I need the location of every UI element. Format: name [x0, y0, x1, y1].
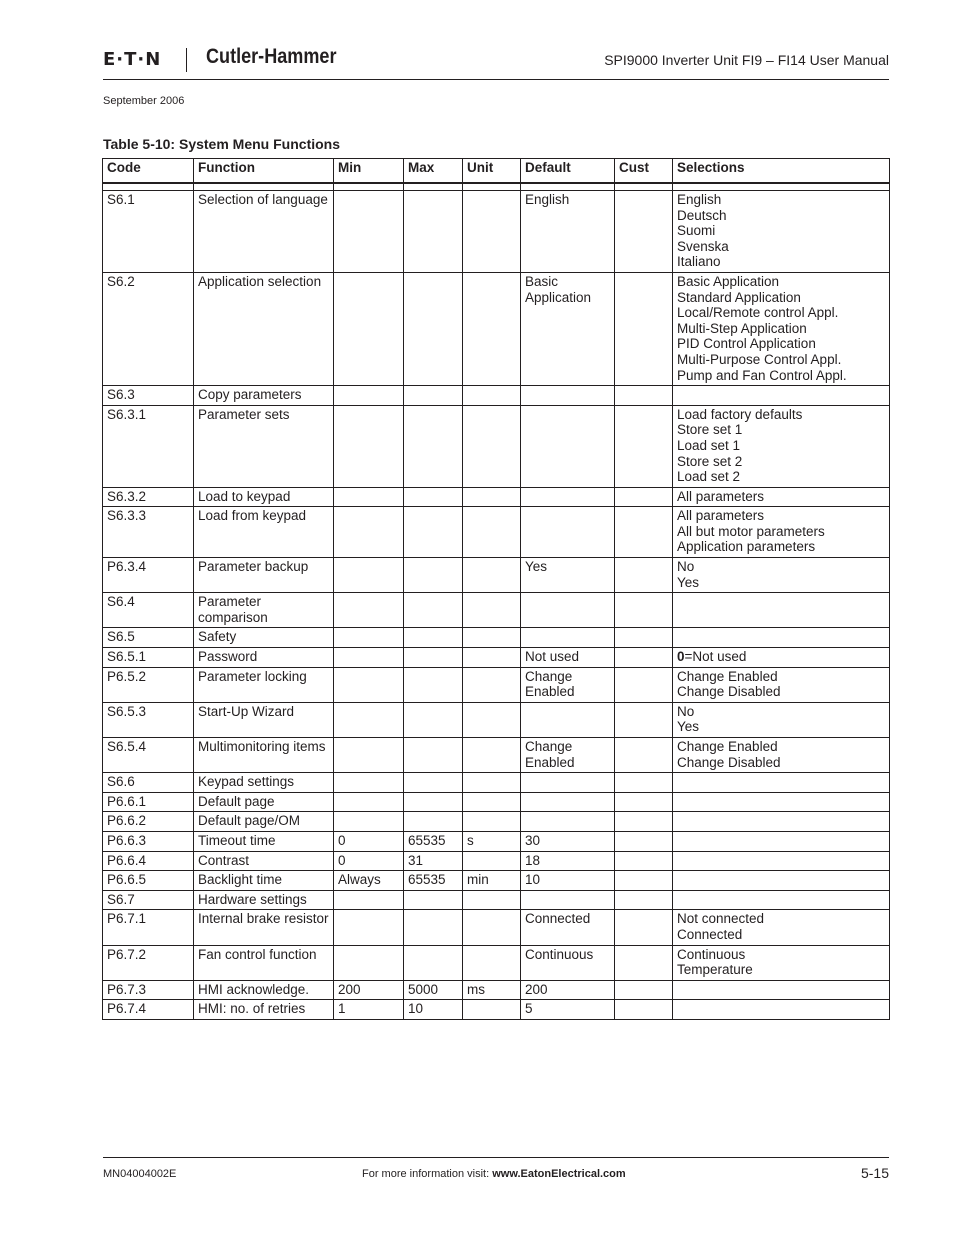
cell-selections — [673, 910, 890, 945]
cell-unit: ms — [463, 980, 521, 1000]
selection-option: All parameters — [677, 488, 765, 504]
cell-cust — [615, 871, 673, 891]
column-header-max: Max — [404, 159, 463, 184]
cell-unit — [463, 1000, 521, 1020]
column-header-min: Min — [334, 159, 404, 184]
cell-cust — [615, 648, 673, 668]
manual-title: SPI9000 Inverter Unit FI9 – FI14 User Manual — [604, 52, 889, 68]
more-info-text: For more information visit: — [362, 1168, 493, 1180]
cell-code: P6.6.3 — [103, 831, 194, 851]
cell-cust — [615, 738, 673, 773]
cell-selections — [673, 1000, 890, 1020]
cell-max — [404, 738, 463, 773]
cell-code: S6.5.1 — [103, 648, 194, 668]
publication-date: September 2006 — [103, 95, 185, 107]
cell-code: S6.6 — [103, 773, 194, 793]
cell-selections — [673, 792, 890, 812]
table-row — [103, 667, 890, 702]
selection-option: Connected — [677, 926, 743, 942]
cell-min: 0 — [334, 851, 404, 871]
header-rule — [103, 79, 889, 80]
cell-unit — [463, 738, 521, 773]
cell-min — [334, 272, 404, 385]
cell-cust — [615, 272, 673, 385]
selection-option: Multi-Step Application — [677, 320, 807, 336]
selection-option: Load set 2 — [677, 469, 741, 485]
table-row — [103, 910, 890, 945]
cell-code: P6.6.1 — [103, 792, 194, 812]
cell-default — [521, 890, 615, 910]
cell-max: 5000 — [404, 980, 463, 1000]
cell-code: S6.4 — [103, 593, 194, 628]
table-row — [103, 890, 890, 910]
cell-cust — [615, 628, 673, 648]
selection-option: Change Enabled — [677, 668, 778, 684]
cell-max — [404, 945, 463, 980]
cell-selections — [673, 487, 890, 507]
cell-unit — [463, 507, 521, 558]
cell-function: Application selection — [194, 272, 334, 385]
cell-selections — [673, 593, 890, 628]
cell-code: S6.5 — [103, 628, 194, 648]
cell-code: S6.5.4 — [103, 738, 194, 773]
cell-function: Parameter locking — [194, 667, 334, 702]
cell-unit: min — [463, 871, 521, 891]
column-header-unit: Unit — [463, 159, 521, 184]
cell-selections — [673, 667, 890, 702]
cell-unit: s — [463, 831, 521, 851]
cell-min — [334, 792, 404, 812]
selection-option: Basic Application — [677, 273, 780, 289]
cell-max — [404, 890, 463, 910]
cell-selections — [673, 945, 890, 980]
cell-cust — [615, 1000, 673, 1020]
cell-cust — [615, 792, 673, 812]
selection-option: All but motor parameters — [677, 523, 825, 539]
cell-unit — [463, 386, 521, 406]
cell-selections — [673, 628, 890, 648]
selection-option: English — [677, 192, 722, 207]
cell-function: HMI acknowledge. — [194, 980, 334, 1000]
table-row — [103, 702, 890, 737]
cell-function: Keypad settings — [194, 773, 334, 793]
cell-code: P6.7.4 — [103, 1000, 194, 1020]
table-row — [103, 628, 890, 648]
table-row — [103, 812, 890, 832]
cell-max — [404, 773, 463, 793]
cell-unit — [463, 487, 521, 507]
cell-unit — [463, 191, 521, 273]
cell-code: S6.5.3 — [103, 702, 194, 737]
cell-selections — [673, 191, 890, 273]
cell-max — [404, 507, 463, 558]
selection-value: 0 — [677, 649, 685, 665]
cell-default: 30 — [521, 831, 615, 851]
cell-cust — [615, 812, 673, 832]
cell-min — [334, 628, 404, 648]
cell-min: 200 — [334, 980, 404, 1000]
logo-divider — [186, 48, 187, 72]
cell-cust — [615, 487, 673, 507]
cell-selections — [673, 702, 890, 737]
website-link[interactable]: www.EatonElectrical.com — [492, 1168, 626, 1180]
column-header-selections: Selections — [673, 159, 890, 184]
table-row — [103, 980, 890, 1000]
cell-default: 18 — [521, 851, 615, 871]
cell-unit — [463, 272, 521, 385]
cell-unit — [463, 792, 521, 812]
cell-selections — [673, 507, 890, 558]
cell-function: Timeout time — [194, 831, 334, 851]
cell-unit — [463, 851, 521, 871]
cell-function: Password — [194, 648, 334, 668]
cell-function: HMI: no. of retries — [194, 1000, 334, 1020]
selection-option: Load factory defaults — [677, 406, 803, 422]
cell-unit — [463, 628, 521, 648]
cell-max — [404, 628, 463, 648]
cell-default: Connected — [521, 910, 615, 945]
cell-unit — [463, 812, 521, 832]
page-header — [103, 44, 889, 80]
selection-option: Change Disabled — [677, 684, 781, 700]
cell-code: S6.7 — [103, 890, 194, 910]
cell-default: 5 — [521, 1000, 615, 1020]
cell-cust — [615, 910, 673, 945]
document-number: MN04004002E — [103, 1168, 177, 1180]
cell-code: S6.3.2 — [103, 487, 194, 507]
cell-code: S6.1 — [103, 191, 194, 273]
cell-default — [521, 593, 615, 628]
cell-function: Contrast — [194, 851, 334, 871]
cell-selections — [673, 871, 890, 891]
cell-min — [334, 487, 404, 507]
cell-default: Change Enabled — [521, 738, 615, 773]
cell-max — [404, 386, 463, 406]
brand-name: Cutler-Hammer — [206, 45, 337, 68]
cell-min — [334, 507, 404, 558]
cell-selections — [673, 405, 890, 487]
cell-selections — [673, 648, 890, 668]
selection-option: Yes — [677, 719, 700, 735]
cell-max — [404, 667, 463, 702]
cell-min — [334, 405, 404, 487]
cell-cust — [615, 667, 673, 702]
cell-min: 0 — [334, 831, 404, 851]
selection-option: Application parameters — [677, 539, 816, 555]
cell-min — [334, 812, 404, 832]
cell-selections — [673, 558, 890, 593]
column-header-default: Default — [521, 159, 615, 184]
cell-function: Copy parameters — [194, 386, 334, 406]
selection-option: Continuous — [677, 946, 746, 962]
cell-function: Parameter comparison — [194, 593, 334, 628]
cell-code: P6.3.4 — [103, 558, 194, 593]
cell-max — [404, 487, 463, 507]
cell-max — [404, 191, 463, 273]
selection-option: Standard Application — [677, 289, 801, 305]
cell-max — [404, 702, 463, 737]
table-row — [103, 831, 890, 851]
cell-selections — [673, 738, 890, 773]
cell-default — [521, 702, 615, 737]
cell-default: Change Enabled — [521, 667, 615, 702]
cell-code: S6.3.3 — [103, 507, 194, 558]
cell-selections — [673, 851, 890, 871]
cell-function: Load to keypad — [194, 487, 334, 507]
cell-min — [334, 945, 404, 980]
cell-default — [521, 773, 615, 793]
cell-cust — [615, 558, 673, 593]
cell-selections — [673, 812, 890, 832]
cell-default: 10 — [521, 871, 615, 891]
footer-rule — [103, 1157, 889, 1158]
cell-selections — [673, 831, 890, 851]
cell-min — [334, 738, 404, 773]
cell-unit — [463, 773, 521, 793]
cell-min — [334, 773, 404, 793]
cell-unit — [463, 702, 521, 737]
selection-option: Change Enabled — [677, 739, 778, 754]
cell-function: Default page/OM — [194, 812, 334, 832]
cell-cust — [615, 593, 673, 628]
cell-default: English — [521, 191, 615, 273]
table-row — [103, 507, 890, 558]
cell-default: Continuous — [521, 945, 615, 980]
selection-option: Store set 1 — [677, 422, 743, 438]
cell-code: P6.6.4 — [103, 851, 194, 871]
cell-max — [404, 812, 463, 832]
cell-cust — [615, 945, 673, 980]
cell-function: Backlight time — [194, 871, 334, 891]
selection-option: Deutsch — [677, 207, 727, 223]
cell-cust — [615, 405, 673, 487]
cell-function: Multimonitoring items — [194, 738, 334, 773]
selection-option: Svenska — [677, 238, 729, 254]
more-info — [362, 1168, 626, 1180]
selection-option: No — [677, 559, 695, 575]
table-row — [103, 558, 890, 593]
table-row — [103, 851, 890, 871]
system-menu-table — [102, 158, 890, 1020]
selection-option: PID Control Application — [677, 336, 816, 352]
cell-max — [404, 272, 463, 385]
cell-min — [334, 702, 404, 737]
cell-max — [404, 648, 463, 668]
cell-cust — [615, 890, 673, 910]
cell-code: P6.7.1 — [103, 910, 194, 945]
table-row — [103, 593, 890, 628]
cell-selections — [673, 386, 890, 406]
cell-default — [521, 792, 615, 812]
cell-unit — [463, 910, 521, 945]
cell-code: P6.5.2 — [103, 667, 194, 702]
cell-max — [404, 910, 463, 945]
cell-min: Always — [334, 871, 404, 891]
selection-option: Suomi — [677, 223, 716, 239]
column-header-code: Code — [103, 159, 194, 184]
cell-max — [404, 405, 463, 487]
selection-option: All parameters — [677, 508, 765, 524]
cell-min — [334, 558, 404, 593]
cell-function: Safety — [194, 628, 334, 648]
table-header-gap — [103, 183, 890, 191]
eaton-logo: E·T·N — [103, 49, 162, 70]
cell-default: Yes — [521, 558, 615, 593]
cell-function: Fan control function — [194, 945, 334, 980]
cell-cust — [615, 980, 673, 1000]
cell-min — [334, 191, 404, 273]
cell-unit — [463, 405, 521, 487]
cell-max — [404, 558, 463, 593]
table-row — [103, 773, 890, 793]
cell-unit — [463, 593, 521, 628]
cell-code: P6.7.2 — [103, 945, 194, 980]
cell-unit — [463, 558, 521, 593]
cell-cust — [615, 386, 673, 406]
cell-function: Load from keypad — [194, 507, 334, 558]
selection-option: No — [677, 703, 695, 719]
column-header-function: Function — [194, 159, 334, 184]
selection-option: Load set 1 — [677, 437, 741, 453]
cell-default — [521, 405, 615, 487]
cell-max: 31 — [404, 851, 463, 871]
cell-min — [334, 386, 404, 406]
selection-option: Change Disabled — [677, 754, 781, 770]
table-header-row — [103, 159, 890, 184]
table-title: Table 5-10: System Menu Functions — [103, 136, 341, 152]
cell-max: 65535 — [404, 871, 463, 891]
cell-cust — [615, 831, 673, 851]
cell-function: Parameter backup — [194, 558, 334, 593]
table-row — [103, 738, 890, 773]
table-row — [103, 945, 890, 980]
cell-function: Default page — [194, 792, 334, 812]
cell-code: P6.7.3 — [103, 980, 194, 1000]
table-row — [103, 648, 890, 668]
selection-option: Store set 2 — [677, 453, 743, 469]
cell-function: Internal brake resistor — [194, 910, 334, 945]
selection-option: Italiano — [677, 254, 721, 270]
selection-option: Local/Remote control Appl. — [677, 305, 839, 321]
table-row — [103, 1000, 890, 1020]
table-row — [103, 487, 890, 507]
cell-default — [521, 386, 615, 406]
cell-cust — [615, 773, 673, 793]
table-row — [103, 272, 890, 385]
cell-min — [334, 648, 404, 668]
cell-unit — [463, 667, 521, 702]
cell-function: Parameter sets — [194, 405, 334, 487]
cell-cust — [615, 191, 673, 273]
cell-default — [521, 628, 615, 648]
cell-max — [404, 593, 463, 628]
cell-code: P6.6.5 — [103, 871, 194, 891]
selection-option: Yes — [677, 574, 700, 590]
cell-code: S6.3.1 — [103, 405, 194, 487]
cell-unit — [463, 945, 521, 980]
selection-option: Not connected — [677, 911, 765, 927]
column-header-cust: Cust — [615, 159, 673, 184]
cell-default — [521, 812, 615, 832]
cell-code: S6.2 — [103, 272, 194, 385]
table-row — [103, 792, 890, 812]
cell-cust — [615, 507, 673, 558]
cell-code: S6.3 — [103, 386, 194, 406]
table-row — [103, 871, 890, 891]
cell-code: P6.6.2 — [103, 812, 194, 832]
cell-default — [521, 487, 615, 507]
cell-min — [334, 910, 404, 945]
cell-min — [334, 667, 404, 702]
cell-default: 200 — [521, 980, 615, 1000]
cell-selections — [673, 773, 890, 793]
cell-unit — [463, 890, 521, 910]
cell-max: 65535 — [404, 831, 463, 851]
selection-label: =Not used — [684, 649, 747, 665]
cell-cust — [615, 702, 673, 737]
cell-default — [521, 507, 615, 558]
cell-function: Selection of language — [194, 191, 334, 273]
table-row — [103, 405, 890, 487]
cell-unit — [463, 648, 521, 668]
cell-min — [334, 890, 404, 910]
cell-default: Not used — [521, 648, 615, 668]
page-number: 5-15 — [860, 1165, 889, 1181]
cell-cust — [615, 851, 673, 871]
cell-default: Basic Application — [521, 272, 615, 385]
cell-selections — [673, 980, 890, 1000]
cell-function: Hardware settings — [194, 890, 334, 910]
cell-max — [404, 792, 463, 812]
cell-min — [334, 593, 404, 628]
cell-selections — [673, 890, 890, 910]
cell-selections — [673, 272, 890, 385]
cell-max: 10 — [404, 1000, 463, 1020]
selection-option: Temperature — [677, 962, 753, 978]
table-row — [103, 191, 890, 273]
selection-option: Multi-Purpose Control Appl. — [677, 351, 842, 367]
selection-option: Pump and Fan Control Appl. — [677, 367, 847, 383]
cell-function: Start-Up Wizard — [194, 702, 334, 737]
cell-min: 1 — [334, 1000, 404, 1020]
table-row — [103, 386, 890, 406]
